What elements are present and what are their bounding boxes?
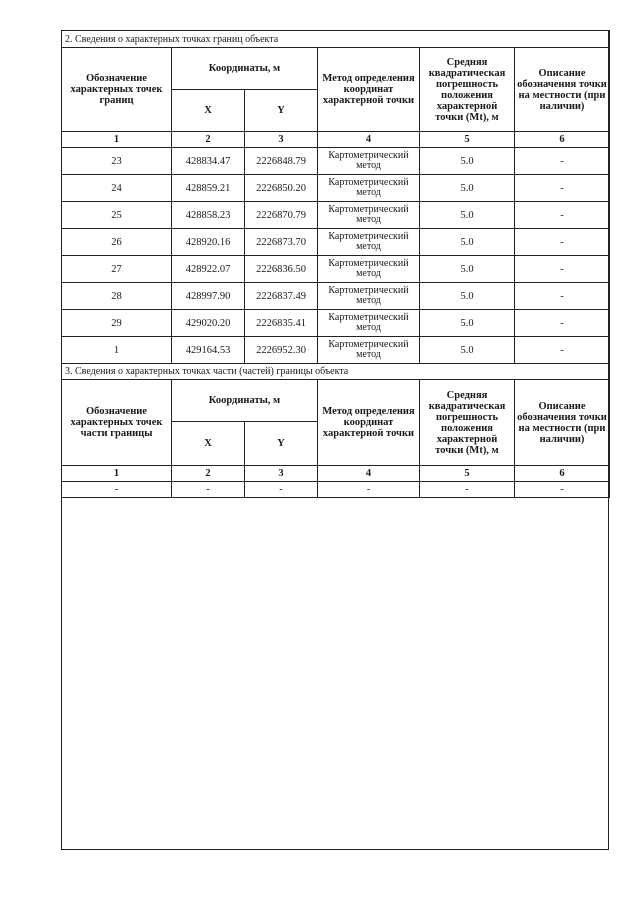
header-error: Средняя квадратическая погрешность положения характерной точки (Mt), м: [420, 48, 515, 132]
table-row: [62, 310, 610, 337]
cell-y: 2226870.79: [245, 202, 318, 229]
cell-point: 26: [62, 229, 172, 256]
cell-point: 23: [62, 148, 172, 175]
cell-y: 2226835.41: [245, 310, 318, 337]
cell-x: 428858.23: [172, 202, 245, 229]
cell-mt: 5.0: [420, 283, 515, 310]
cell-mt: 5.0: [420, 310, 515, 337]
cell-x: 429164.53: [172, 337, 245, 364]
cell-y: 2226837.49: [245, 283, 318, 310]
header-method: Метод определения координат характерной точки: [318, 380, 420, 466]
col-number: 4: [318, 132, 420, 148]
col-number: 5: [420, 132, 515, 148]
cell-method: Картометрический метод: [318, 229, 420, 256]
section3-rows: [62, 482, 610, 498]
cell-y: 2226952.30: [245, 337, 318, 364]
cell-desc: -: [515, 229, 610, 256]
col-number: 3: [245, 132, 318, 148]
cell-desc: -: [515, 202, 610, 229]
cell-y: 2226873.70: [245, 229, 318, 256]
cell-point: -: [62, 482, 172, 498]
table-row: [62, 283, 610, 310]
col-number: 3: [245, 466, 318, 482]
col-number: 1: [62, 132, 172, 148]
cell-point: 25: [62, 202, 172, 229]
header-y: Y: [245, 422, 318, 466]
table-row: [62, 482, 610, 498]
cell-method: Картометрический метод: [318, 148, 420, 175]
header-method: Метод определения координат характерной точки: [318, 48, 420, 132]
section3-title: 3. Сведения о характерных точках части (частей) границы объекта: [62, 364, 610, 380]
col-number: 6: [515, 466, 610, 482]
cell-x: 429020.20: [172, 310, 245, 337]
cell-mt: 5.0: [420, 256, 515, 283]
cell-mt: 5.0: [420, 229, 515, 256]
cell-method: Картометрический метод: [318, 337, 420, 364]
cell-x: 428859.21: [172, 175, 245, 202]
header-coords: Координаты, м: [172, 380, 318, 422]
table-row: [62, 148, 610, 175]
cell-desc: -: [515, 482, 610, 498]
cell-y: 2226850.20: [245, 175, 318, 202]
table-row: [62, 256, 610, 283]
cell-point: 27: [62, 256, 172, 283]
cell-y: 2226836.50: [245, 256, 318, 283]
col-number: 5: [420, 466, 515, 482]
section2-rows: [62, 148, 610, 364]
cell-point: 1: [62, 337, 172, 364]
cell-method: Картометрический метод: [318, 202, 420, 229]
table-row: [62, 229, 610, 256]
cell-desc: -: [515, 310, 610, 337]
cell-mt: -: [420, 482, 515, 498]
cell-mt: 5.0: [420, 202, 515, 229]
boundary-points-table: [61, 30, 610, 498]
cell-mt: 5.0: [420, 148, 515, 175]
cell-x: 428997.90: [172, 283, 245, 310]
cell-mt: 5.0: [420, 337, 515, 364]
cell-desc: -: [515, 148, 610, 175]
cell-desc: -: [515, 256, 610, 283]
cell-y: 2226848.79: [245, 148, 318, 175]
section2-title: 2. Сведения о характерных точках границ объекта: [62, 31, 610, 48]
header-designation: Обозначение характерных точек границ: [62, 48, 172, 132]
cell-method: Картометрический метод: [318, 256, 420, 283]
cell-point: 29: [62, 310, 172, 337]
header-description: Описание обозначения точки на местности (при наличии): [515, 380, 610, 466]
cell-mt: 5.0: [420, 175, 515, 202]
cell-x: -: [172, 482, 245, 498]
col-number: 2: [172, 132, 245, 148]
col-number: 6: [515, 132, 610, 148]
header-coords: Координаты, м: [172, 48, 318, 90]
document-frame: [61, 30, 609, 850]
cell-desc: -: [515, 175, 610, 202]
table-row: [62, 202, 610, 229]
cell-x: 428922.07: [172, 256, 245, 283]
col-number: 2: [172, 466, 245, 482]
header-x: X: [172, 422, 245, 466]
header-designation: Обозначение характерных точек части границы: [62, 380, 172, 466]
cell-method: -: [318, 482, 420, 498]
table-row: [62, 175, 610, 202]
cell-desc: -: [515, 337, 610, 364]
header-error: Средняя квадратическая погрешность положения характерной точки (Mt), м: [420, 380, 515, 466]
col-number: 4: [318, 466, 420, 482]
header-description: Описание обозначения точки на местности (при наличии): [515, 48, 610, 132]
cell-point: 28: [62, 283, 172, 310]
cell-desc: -: [515, 283, 610, 310]
header-y: Y: [245, 90, 318, 132]
cell-y: -: [245, 482, 318, 498]
cell-method: Картометрический метод: [318, 310, 420, 337]
col-number: 1: [62, 466, 172, 482]
cell-point: 24: [62, 175, 172, 202]
cell-x: 428834.47: [172, 148, 245, 175]
cell-method: Картометрический метод: [318, 175, 420, 202]
header-x: X: [172, 90, 245, 132]
cell-x: 428920.16: [172, 229, 245, 256]
cell-method: Картометрический метод: [318, 283, 420, 310]
table-row: [62, 337, 610, 364]
